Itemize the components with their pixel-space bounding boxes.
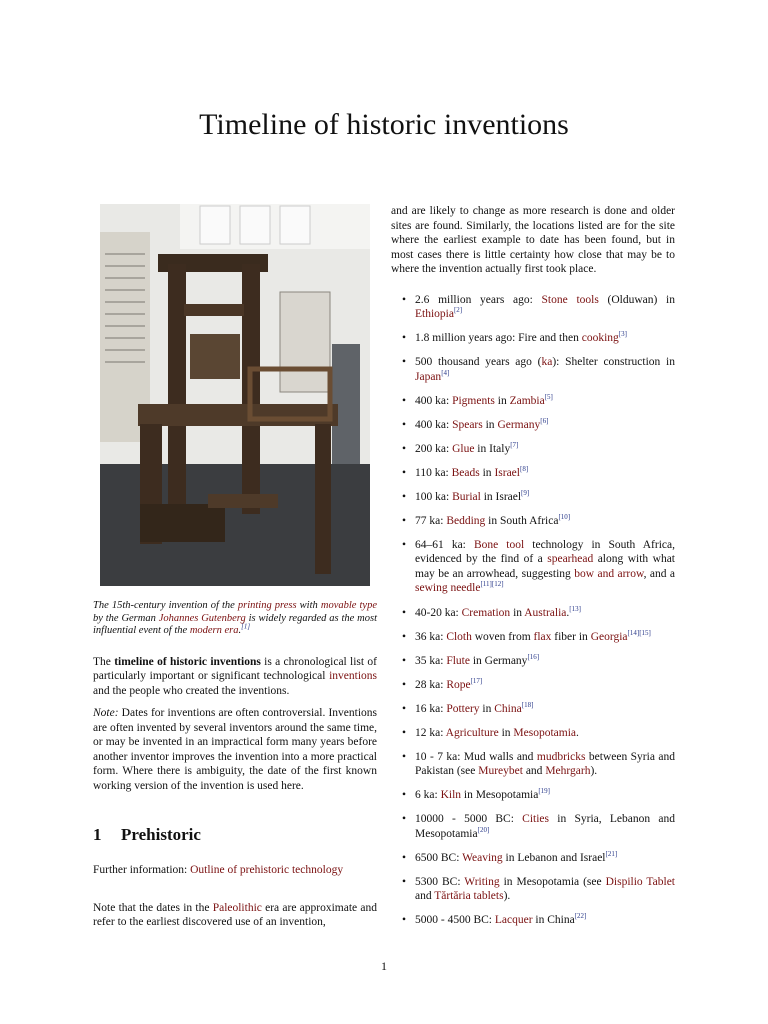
list-item bbox=[391, 442, 675, 457]
right-column bbox=[391, 204, 675, 928]
bullet-icon: • bbox=[402, 726, 407, 739]
bullet-icon: • bbox=[402, 538, 407, 551]
link[interactable]: Paleolithic bbox=[212, 901, 262, 914]
bullet-icon: • bbox=[402, 875, 407, 888]
list-item bbox=[391, 654, 675, 669]
text-run: in bbox=[479, 466, 495, 479]
bullet-icon: • bbox=[402, 394, 407, 407]
bullet-icon: • bbox=[402, 702, 407, 715]
italic-text: Note: bbox=[93, 707, 119, 719]
reference-mark[interactable]: [5] bbox=[544, 392, 553, 401]
list-item bbox=[391, 851, 675, 866]
reference-mark[interactable]: [8] bbox=[519, 464, 529, 473]
list-item bbox=[391, 331, 675, 346]
text-run: in bbox=[479, 702, 495, 715]
text-run: . bbox=[566, 606, 570, 619]
text-run: , and a bbox=[643, 567, 675, 580]
left-column bbox=[93, 204, 377, 930]
section-title: Prehistoric bbox=[121, 825, 201, 844]
bullet-icon: • bbox=[402, 678, 407, 691]
text-run: between Syria and Pakistan (see bbox=[415, 750, 675, 777]
list-item bbox=[391, 630, 675, 645]
bullet-icon: • bbox=[402, 630, 407, 643]
bullet-icon: • bbox=[402, 418, 407, 431]
text-run: woven from bbox=[471, 630, 534, 643]
list-item bbox=[391, 678, 675, 693]
bullet-icon: • bbox=[402, 606, 407, 619]
link[interactable]: Outline of prehistoric technology bbox=[190, 864, 344, 876]
text-run: 1.8 million years ago: Fire and then bbox=[415, 332, 582, 344]
link[interactable]: Stone tools bbox=[541, 293, 599, 306]
link[interactable]: Germany bbox=[497, 418, 541, 431]
link[interactable]: Israel bbox=[494, 466, 520, 479]
link[interactable]: Bedding bbox=[446, 514, 486, 527]
bullet-icon: • bbox=[402, 356, 407, 368]
reference-mark[interactable]: [13] bbox=[569, 604, 581, 613]
text-run: Dates for inventions are often controversial. Inventions are often invented by several inventors around the same time, or may be invented in an impractical form many years before another inventor improves the invention into a more practical form. Where there is ambiguity, the date of the first known working version of the invention is used here. bbox=[93, 707, 377, 792]
link[interactable]: flax bbox=[533, 630, 552, 643]
link[interactable]: Pottery bbox=[446, 702, 480, 715]
text-run: and the people who created the inventions. bbox=[93, 684, 290, 697]
list-item bbox=[391, 702, 675, 717]
list-item bbox=[391, 538, 675, 596]
link[interactable]: Pigments bbox=[452, 394, 495, 407]
text-run: era are approximate and refer to the earliest discovered use of an invention, bbox=[93, 901, 377, 928]
text-run: in Lebanon and Israel bbox=[502, 851, 606, 864]
text-run: 100 ka: bbox=[415, 490, 453, 503]
text-run: in bbox=[498, 726, 514, 739]
text-run: . bbox=[238, 625, 242, 636]
reference-mark[interactable]: [14][15] bbox=[627, 628, 651, 637]
text-run: ): Shelter construction in bbox=[552, 356, 675, 368]
intro-paragraph bbox=[93, 655, 377, 699]
reference-mark[interactable]: [20] bbox=[477, 825, 490, 834]
bullet-icon: • bbox=[402, 750, 407, 763]
printing-press-image bbox=[100, 204, 370, 586]
link[interactable]: Weaving bbox=[462, 851, 503, 864]
link[interactable]: spearhead bbox=[547, 553, 594, 565]
reference-mark[interactable]: [21] bbox=[605, 849, 618, 858]
page-number: 1 bbox=[381, 959, 387, 973]
text-run: 12 ka: bbox=[415, 726, 446, 739]
text-run: 200 ka: bbox=[415, 442, 453, 455]
text-run: in South Africa bbox=[485, 514, 559, 527]
text-run: 36 ka: bbox=[415, 630, 447, 643]
list-item bbox=[391, 812, 675, 841]
reference-mark[interactable]: [4] bbox=[441, 368, 450, 377]
list-item bbox=[391, 726, 675, 741]
link[interactable]: cooking bbox=[581, 332, 619, 344]
link[interactable]: Ethiopia bbox=[415, 308, 454, 320]
text-run: along with what may be an arrowhead, suggesting bbox=[415, 553, 675, 580]
text-run: 16 ka: bbox=[415, 702, 447, 715]
link[interactable]: Australia bbox=[524, 606, 567, 619]
link[interactable]: bow and arrow bbox=[574, 567, 644, 580]
link[interactable]: Lacquer bbox=[494, 914, 533, 926]
text-run: 400 ka: bbox=[415, 394, 453, 407]
list-item bbox=[391, 514, 675, 529]
inventions-list bbox=[391, 293, 675, 928]
link[interactable]: Mehrgarh bbox=[545, 765, 591, 777]
link[interactable]: Flute bbox=[446, 654, 470, 667]
text-run: and bbox=[522, 765, 546, 777]
link[interactable]: Kiln bbox=[440, 789, 462, 801]
text-run: by the German bbox=[93, 612, 159, 624]
list-item bbox=[391, 875, 675, 904]
text-run: in bbox=[482, 418, 498, 431]
further-information bbox=[93, 863, 377, 878]
link[interactable]: Cremation bbox=[461, 606, 511, 619]
bullet-icon: • bbox=[402, 789, 407, 801]
link[interactable]: movable type bbox=[320, 600, 378, 611]
note-paragraph bbox=[93, 706, 377, 793]
reference-mark[interactable]: [1] bbox=[241, 622, 251, 631]
section-heading bbox=[93, 825, 377, 845]
page-title: Timeline of historic inventions bbox=[199, 108, 569, 141]
reference-mark[interactable]: [17] bbox=[470, 676, 483, 685]
text-run: (Olduwan) in bbox=[598, 293, 676, 306]
link[interactable]: mudbricks bbox=[536, 750, 586, 763]
figure-caption bbox=[93, 600, 377, 638]
text-run: in Mesopotamia (see bbox=[499, 875, 606, 888]
bullet-icon: • bbox=[402, 914, 407, 926]
text-run: in Syria, Lebanon and Mesopotamia bbox=[415, 813, 675, 840]
reference-mark[interactable]: [2] bbox=[453, 306, 463, 315]
text-run: 6500 BC: bbox=[415, 851, 463, 864]
text-run: 40-20 ka: bbox=[415, 606, 462, 619]
text-run: 77 ka: bbox=[415, 514, 447, 527]
text-run: fiber in bbox=[551, 630, 591, 643]
list-item bbox=[391, 913, 675, 928]
bullet-icon: • bbox=[402, 514, 407, 527]
text-run: technology in South Africa, evidenced by the find of a bbox=[415, 538, 675, 565]
continuation-paragraph bbox=[391, 204, 675, 277]
link[interactable]: Cities bbox=[522, 813, 550, 825]
text-run: 6 ka: bbox=[415, 789, 441, 801]
text-run: in Italy bbox=[474, 442, 511, 455]
text-run: 110 ka: bbox=[415, 466, 452, 479]
bullet-icon: • bbox=[402, 654, 407, 667]
text-run: 400 ka: bbox=[415, 418, 453, 431]
text-run: The bbox=[93, 655, 115, 668]
text-run: in Germany bbox=[469, 654, 528, 667]
link[interactable]: Writing bbox=[464, 875, 500, 888]
bullet-icon: • bbox=[402, 490, 407, 503]
bullet-icon: • bbox=[402, 466, 407, 479]
list-item bbox=[391, 394, 675, 409]
text-run: ). bbox=[503, 890, 511, 902]
list-item bbox=[391, 606, 675, 621]
link[interactable]: Beads bbox=[451, 466, 480, 479]
section-number: 1 bbox=[93, 825, 102, 844]
text-run: Further information: bbox=[93, 864, 191, 876]
text-run: . bbox=[576, 726, 579, 739]
text-run: 35 ka: bbox=[415, 654, 447, 667]
reference-mark[interactable]: [9] bbox=[521, 488, 530, 497]
bullet-icon: • bbox=[402, 332, 407, 344]
text-run: in bbox=[494, 394, 510, 407]
link[interactable]: Glue bbox=[452, 442, 475, 455]
link[interactable]: Johannes Gutenberg bbox=[158, 612, 246, 624]
link[interactable]: Tărtăria tablets bbox=[434, 890, 504, 902]
list-item bbox=[391, 750, 675, 779]
link[interactable]: modern era bbox=[189, 625, 239, 636]
text-run: is a chronological list of particularly important or significant technological bbox=[93, 655, 377, 682]
text-run: is widely regarded as the most influential event of the bbox=[93, 612, 377, 636]
link[interactable]: Dispilio Tablet bbox=[605, 875, 675, 888]
link[interactable]: printing press bbox=[237, 600, 297, 611]
link[interactable]: Spears bbox=[452, 418, 483, 431]
list-item bbox=[391, 355, 675, 384]
list-item bbox=[391, 466, 675, 481]
list-item bbox=[391, 293, 675, 322]
text-run: with bbox=[296, 600, 321, 611]
text-run: 64–61 ka: bbox=[415, 538, 474, 551]
link[interactable]: Bone tool bbox=[473, 538, 525, 551]
text-run: 10000 - 5000 BC: bbox=[415, 813, 523, 825]
link[interactable]: Mureybet bbox=[478, 765, 523, 777]
list-item bbox=[391, 490, 675, 505]
text-run: Note that the dates in the bbox=[93, 901, 213, 914]
text-run: 5300 BC: bbox=[415, 875, 465, 888]
link[interactable]: sewing needle bbox=[415, 582, 481, 594]
bullet-icon: • bbox=[402, 851, 407, 864]
text-run: ). bbox=[590, 765, 598, 777]
text-run: The 15th-century invention of the bbox=[93, 600, 238, 611]
text-run: in China bbox=[532, 914, 575, 926]
link[interactable]: Rope bbox=[446, 678, 471, 691]
reference-mark[interactable]: [3] bbox=[618, 330, 627, 339]
link[interactable]: Agriculture bbox=[445, 726, 499, 739]
text-run: in bbox=[510, 606, 525, 619]
bullet-icon: • bbox=[402, 813, 407, 825]
reference-mark[interactable]: [19] bbox=[538, 787, 550, 796]
link[interactable]: Burial bbox=[452, 490, 481, 503]
list-item bbox=[391, 788, 675, 803]
reference-mark[interactable]: [16] bbox=[527, 652, 540, 661]
link[interactable]: Japan bbox=[415, 370, 442, 383]
link[interactable]: Mesopotamia bbox=[513, 726, 576, 739]
reference-mark[interactable]: [22] bbox=[574, 912, 587, 921]
reference-mark[interactable]: [7] bbox=[510, 440, 519, 449]
link[interactable]: Zambia bbox=[509, 394, 545, 407]
link[interactable]: Georgia bbox=[590, 630, 628, 643]
printing-press-illustration bbox=[100, 204, 370, 586]
bullet-icon: • bbox=[402, 293, 407, 306]
text-run: 5000 - 4500 BC: bbox=[415, 914, 495, 926]
text-run: in Israel bbox=[480, 490, 522, 503]
text-run: 28 ka: bbox=[415, 678, 447, 691]
link[interactable]: inventions bbox=[329, 670, 377, 682]
text-run: in Mesopotamia bbox=[461, 789, 539, 801]
reference-mark[interactable]: [18] bbox=[521, 700, 534, 709]
text-run: 10 - 7 ka: Mud walls and bbox=[415, 750, 537, 763]
reference-mark[interactable]: [11][12] bbox=[480, 580, 504, 589]
text-run: 2.6 million years ago: bbox=[415, 293, 542, 306]
dates-note-paragraph bbox=[93, 901, 377, 930]
link[interactable]: Cloth bbox=[446, 630, 472, 643]
bullet-icon: • bbox=[402, 442, 407, 455]
text-run: and are likely to change as more research is done and older sites are found. Similarly, the locations listed are for the site where the earliest example to date has been found, but in most cases there is little certainty how close that may be to where the invention actually first took place. bbox=[391, 205, 675, 275]
reference-mark[interactable]: [10] bbox=[558, 512, 571, 521]
bold-term: timeline of historic inventions bbox=[114, 655, 261, 668]
list-item bbox=[391, 418, 675, 433]
reference-mark[interactable]: [6] bbox=[540, 416, 549, 425]
link[interactable]: ka bbox=[541, 356, 553, 368]
text-run: and bbox=[415, 890, 435, 902]
link[interactable]: China bbox=[494, 702, 522, 715]
text-run: 500 thousand years ago ( bbox=[415, 356, 542, 368]
